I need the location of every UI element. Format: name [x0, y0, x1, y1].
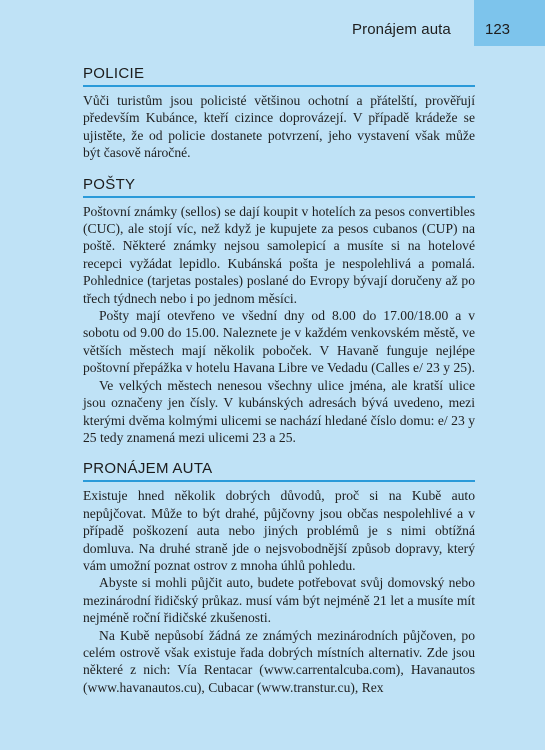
- paragraph: Vůči turistům jsou policisté většinou ochotní a přátelští, prověřují především Kubánce, kteří cizince doprovázejí. V případě krádeže se ujistěte, že od policie dostanete potvrzení, jeho vystavení však může být časově náročné.: [83, 93, 475, 161]
- paragraph: Ve velkých městech nenesou všechny ulice jména, ale kratší ulice jsou označeny jen čísly. V kubánských adresách bývá uvedeno, mezi kterými dvěma kolmými ulicemi se nachází hledané číslo domu: e/ 23 y 25 tedy znamená mezi ulicemi 23 a 25.: [83, 377, 475, 445]
- page-number: 123: [485, 21, 511, 38]
- page-number-tab: [474, 0, 545, 46]
- section-posty: [83, 175, 475, 447]
- section-policie: [83, 64, 475, 162]
- paragraph: Pošty mají otevřeno ve všední dny od 8.00 do 17.00/18.00 a v sobotu od 9.00 do 15.00. Naleznete je v každém venkovském městě, ve větších městech mají několik poboček. V Havaně funguje nejlépe poštovní přepážka v hotelu Havana Libre ve Vedadu (Calles e/ 23 y 25).: [83, 308, 475, 376]
- running-title: Pronájem auta: [352, 21, 451, 38]
- paragraph: Existuje hned několik dobrých důvodů, proč si na Kubě auto nepůjčovat. Může to být drahé, půjčovny jsou občas nespolehlivé a v případě poškození auta nebo jiných problémů je s nimi obtížná domluva. Na druhé straně jde o nejsvobodnější způsob dopravy, který vám umožní poznat ostrov z mnoha úhlů pohledu.: [83, 488, 475, 573]
- paragraph: Na Kubě nepůsobí žádná ze známých mezinárodních půjčoven, po celém ostrově však existuje řada dobrých místních alternativ. Zde jsou některé z nich: Vía Rentacar (www.carrentalcuba.com), Havanautos (www.havanautos.cu), Cubacar (www.transtur.cu), Rex: [83, 627, 475, 695]
- paragraph: Abyste si mohli půjčit auto, budete potřebovat svůj domovský nebo mezinárodní řidičský průkaz. musí vám být nejméně 21 let a musíte mít nejméně roční řidičské zkušenosti.: [83, 575, 475, 626]
- paragraph: Poštovní známky (sellos) se dají koupit v hotelích za pesos convertibles (CUC), ale stojí víc, než když je kupujete za pesos cubanos (CUP) na poště. Některé známky nejsou samolepicí a musíte si na hotelové recepci vyžádat lepidlo. Kubánská pošta je nespolehlivá a pomalá. Pohlednice (tarjetas postales) poslané do Evropy bývají doručeny až po třech týdnech nebo i po jednom měsíci.: [83, 203, 475, 306]
- page-header: [0, 0, 545, 46]
- section-pronajem-auta: [83, 459, 475, 696]
- section-heading: PRONÁJEM AUTA: [83, 459, 475, 482]
- page-body: [83, 64, 475, 696]
- section-heading: POŠTY: [83, 175, 475, 198]
- section-heading: POLICIE: [83, 64, 475, 87]
